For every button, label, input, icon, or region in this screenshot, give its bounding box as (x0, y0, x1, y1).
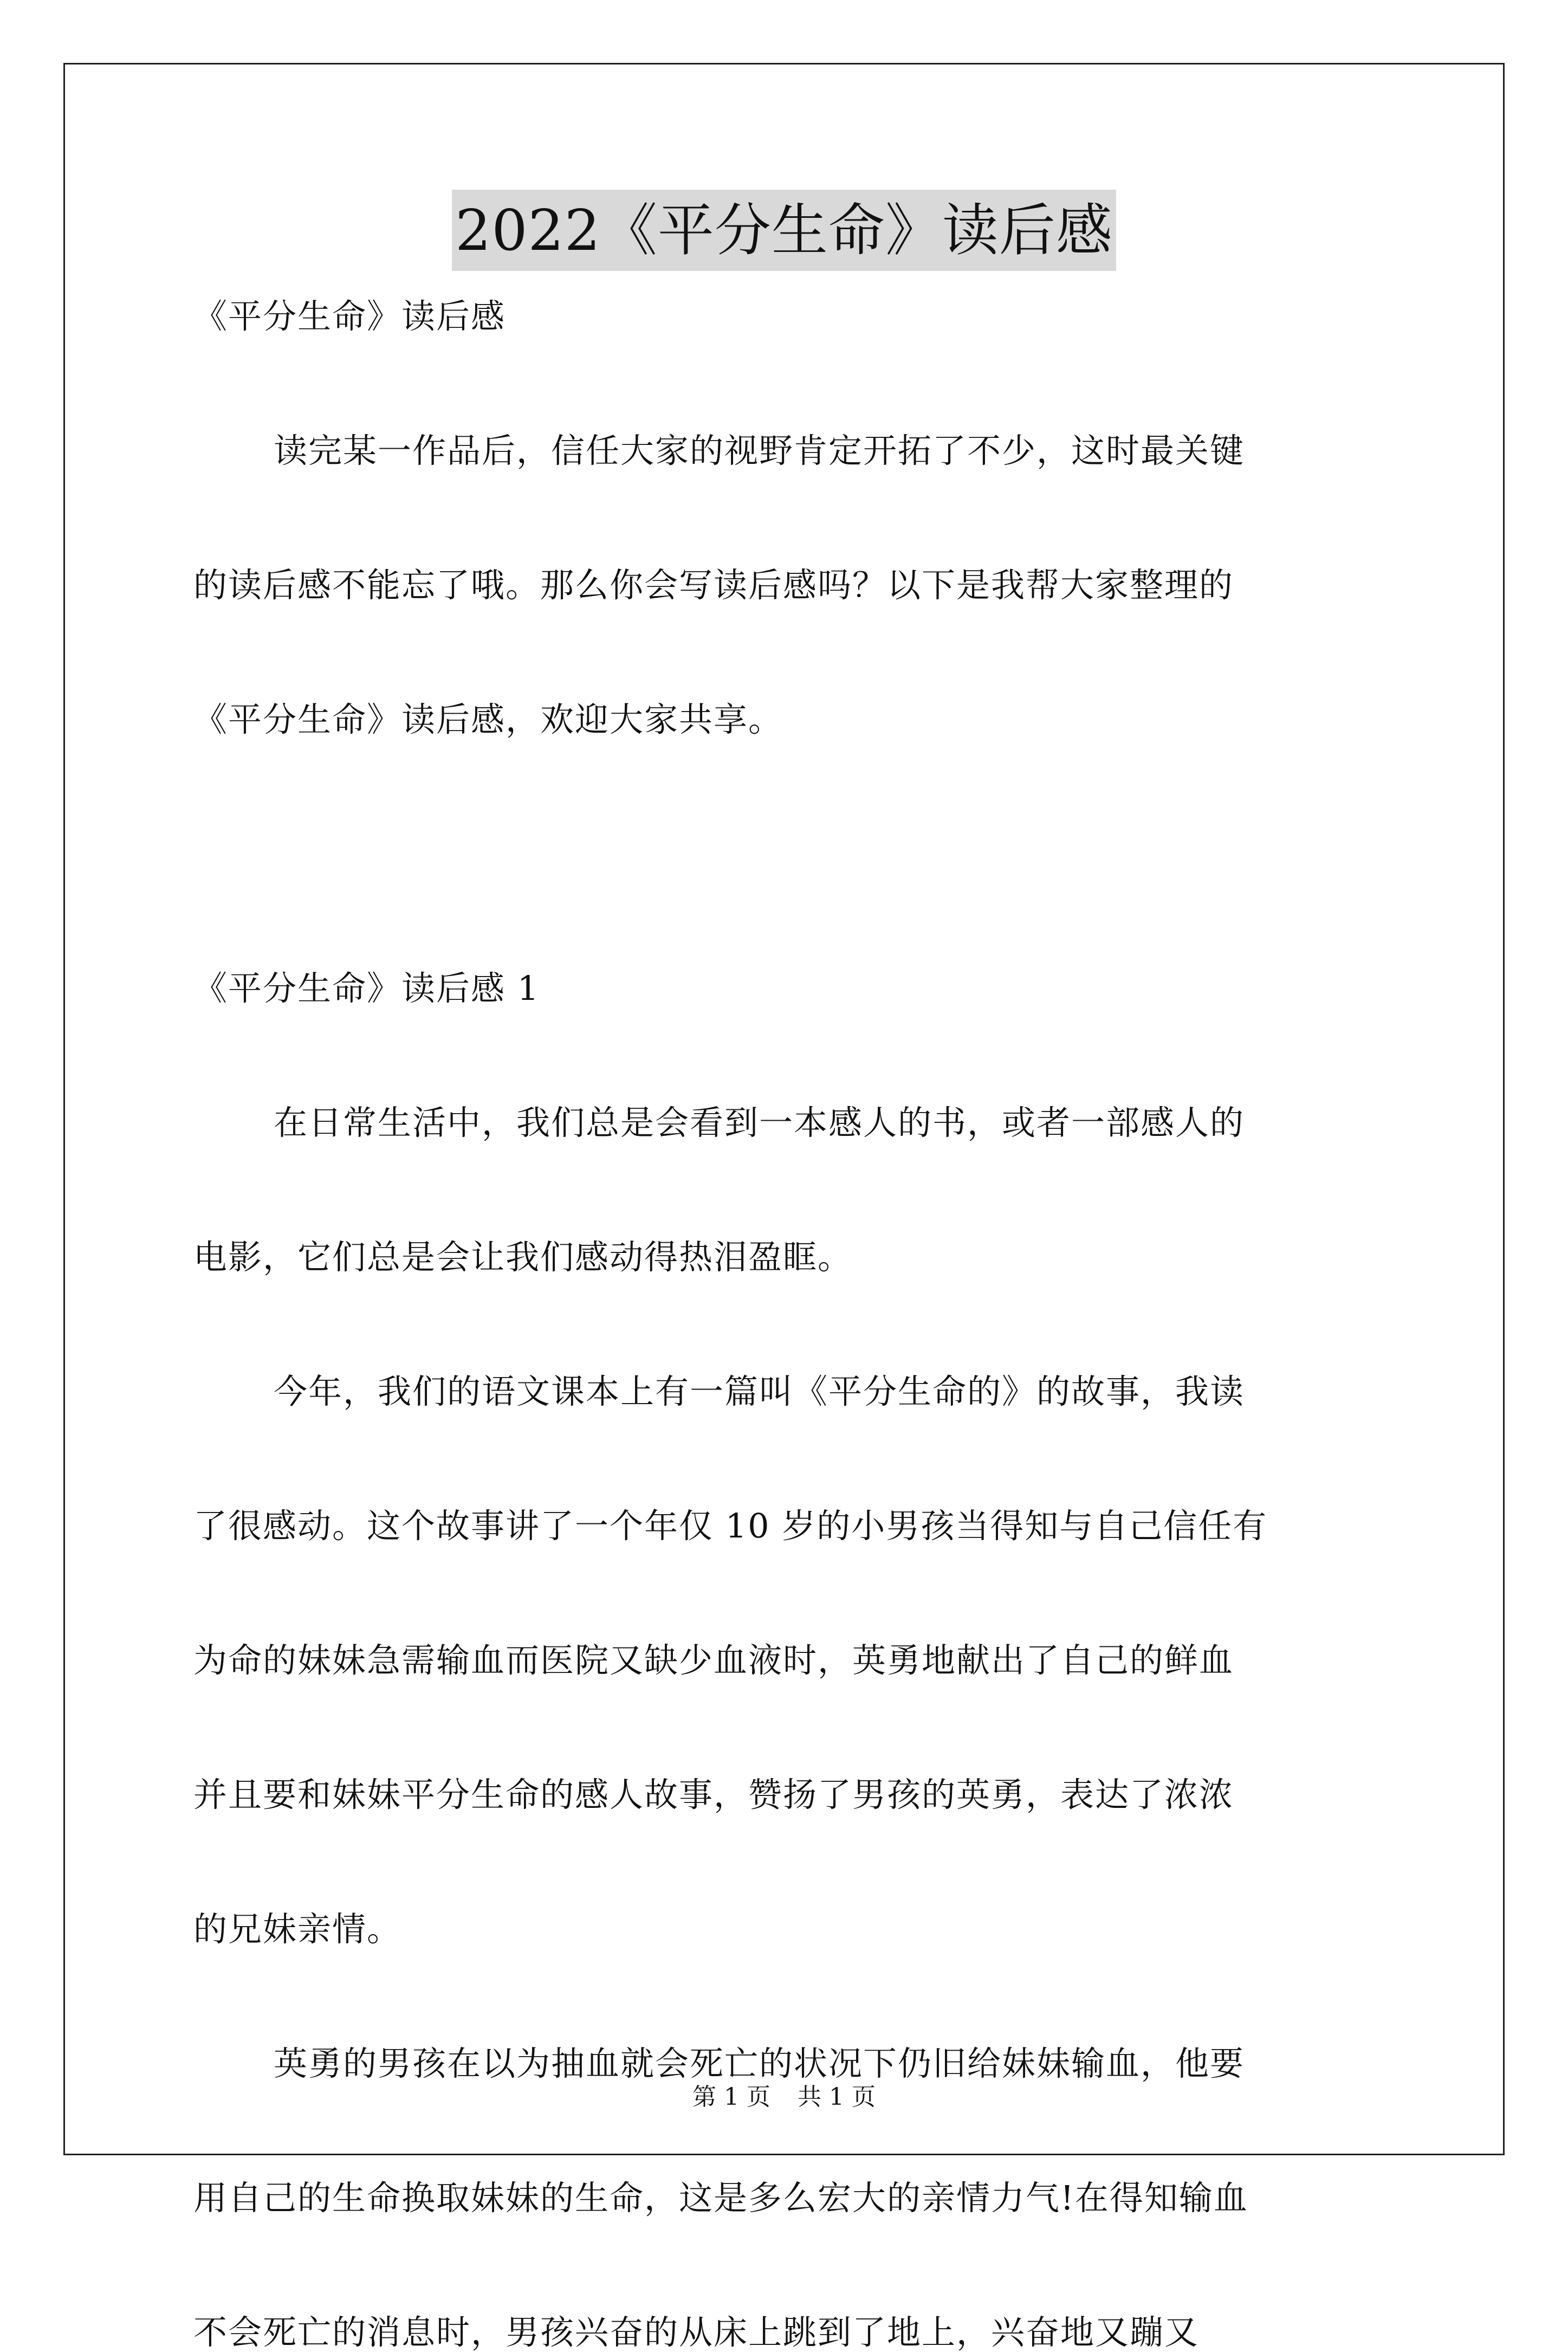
line-gap (193, 336, 1385, 431)
line-gap (193, 1142, 1385, 1238)
line-gap (193, 1008, 1385, 1103)
line-gap (193, 470, 1385, 566)
line-gap (193, 1546, 1385, 1641)
line-gap (193, 1277, 1385, 1372)
page-footer (0, 2081, 1568, 2114)
page-total: 共 1 页 (798, 2083, 876, 2111)
document-body (193, 297, 1385, 2352)
section-heading: 《平分生命》读后感 1 (193, 968, 540, 1008)
blank-line (193, 835, 1385, 874)
paragraph-line: 读完某一作品后，信任大家的视野肯定开拓了不少，这时最关键 (274, 431, 1245, 470)
page-number: 第 1 页 (692, 2083, 770, 2111)
paragraph-line: 英勇的男孩在以为抽血就会死亡的状况下仍旧给妹妹输血，他要 (274, 2044, 1245, 2083)
line-gap (193, 1949, 1385, 2044)
paragraph-line: 电影，它们总是会让我们感动得热泪盈眶。 (193, 1237, 853, 1277)
line-gap (193, 739, 1385, 835)
line-gap (193, 605, 1385, 700)
paragraph-line: 为命的妹妹急需输血而医院又缺少血液时，英勇地献出了自己的鲜血 (193, 1640, 1234, 1680)
paragraph-line: 用自己的生命换取妹妹的生命，这是多么宏大的亲情力气!在得知输血 (193, 2178, 1248, 2218)
paragraph-line: 今年，我们的语文课本上有一篇叫《平分生命的》的故事，我读 (274, 1372, 1245, 1411)
paragraph-line: 的读后感不能忘了哦。那么你会写读后感吗？以下是我帮大家整理的 (193, 565, 1234, 605)
paragraph-line: 不会死亡的消息时，男孩兴奋的从床上跳到了地上，兴奋地又蹦又 (193, 2312, 1200, 2352)
section-heading: 《平分生命》读后感 (193, 296, 506, 336)
paragraph-line: 并且要和妹妹平分生命的感人故事，赞扬了男孩的英勇，表达了浓浓 (193, 1775, 1234, 1814)
line-gap (193, 874, 1385, 969)
paragraph-line: 了很感动。这个故事讲了一个年仅 10 岁的小男孩当得知与自己信任有 (193, 1506, 1268, 1546)
paragraph-line: 《平分生命》读后感，欢迎大家共享。 (193, 700, 783, 739)
line-gap (193, 2218, 1385, 2313)
line-gap (193, 1814, 1385, 1910)
line-gap (193, 1680, 1385, 1775)
paragraph-line: 的兄妹亲情。 (193, 1909, 402, 1949)
document-title: 2022《平分生命》读后感 (452, 190, 1116, 271)
line-gap (193, 1411, 1385, 1507)
paragraph-line: 在日常生活中，我们总是会看到一本感人的书，或者一部感人的 (274, 1103, 1245, 1142)
title-container (0, 190, 1568, 271)
